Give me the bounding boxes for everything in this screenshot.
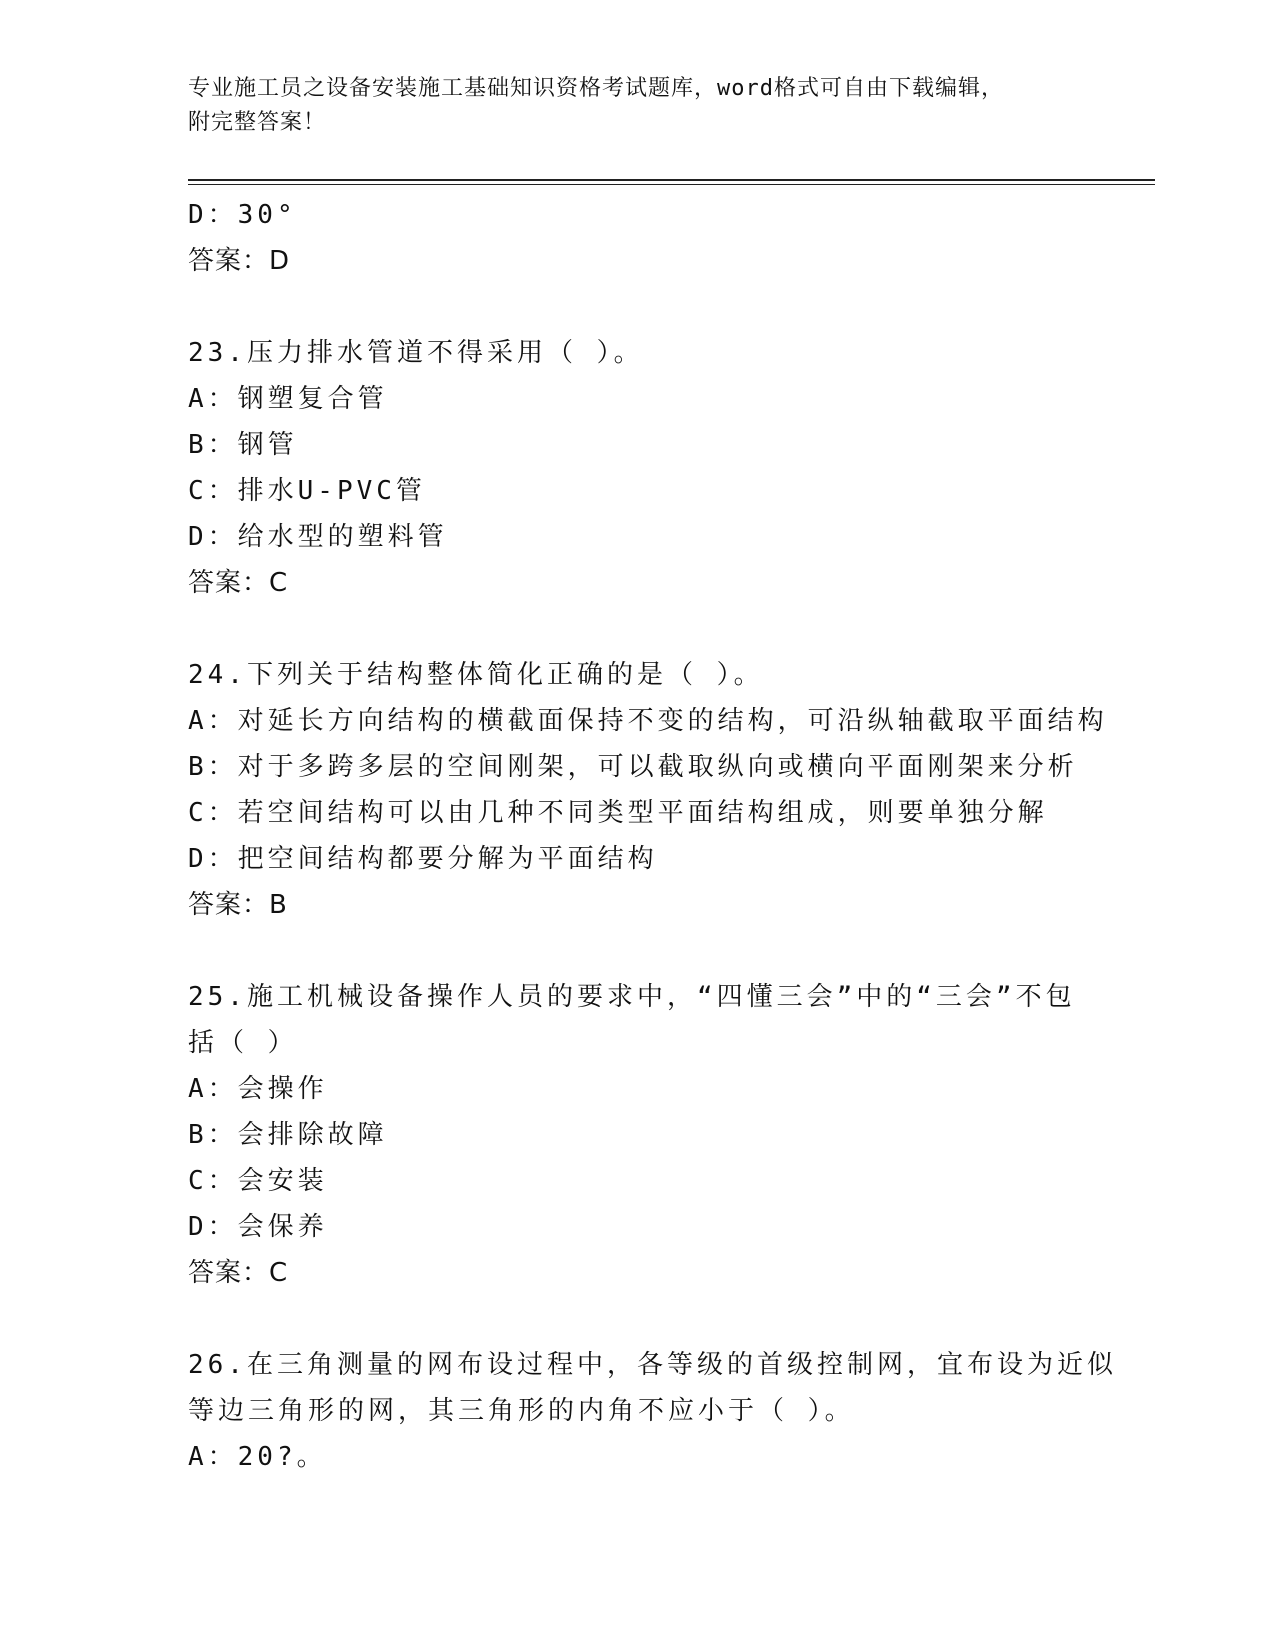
option-c: C：若空间结构可以由几种不同类型平面结构组成，则要单独分解 xyxy=(188,798,1048,828)
option-a: A：20?。 xyxy=(188,1442,327,1472)
header-title-line-1: 专业施工员之设备安装施工基础知识资格考试题库，word格式可自由下载编辑， xyxy=(188,76,1004,101)
option-a: A：钢塑复合管 xyxy=(188,384,388,414)
header-title-line-2: 附完整答案！ xyxy=(188,110,327,135)
option-d: D：30° xyxy=(188,200,297,230)
header-divider-thin xyxy=(188,184,1155,185)
option-d: D：把空间结构都要分解为平面结构 xyxy=(188,844,658,874)
answer: 答案：C xyxy=(188,1258,289,1288)
spacer xyxy=(188,284,1088,330)
option-c: C：会安装 xyxy=(188,1166,328,1196)
spacer xyxy=(188,606,1088,652)
question-25-line-2: 括（ ） xyxy=(188,1028,298,1058)
question-23: 23.压力排水管道不得采用（ ）。 xyxy=(188,338,644,368)
option-a: A：对延长方向结构的横截面保持不变的结构，可沿纵轴截取平面结构 xyxy=(188,706,1108,736)
option-a: A：会操作 xyxy=(188,1074,328,1104)
answer: 答案：C xyxy=(188,568,289,598)
option-d: D：给水型的塑料管 xyxy=(188,522,448,552)
document-header xyxy=(188,72,1088,140)
question-25-line-1: 25.施工机械设备操作人员的要求中，“四懂三会”中的“三会”不包 xyxy=(188,982,1076,1012)
option-c: C：排水U-PVC管 xyxy=(188,476,426,506)
spacer xyxy=(188,928,1088,974)
option-b: B：对于多跨多层的空间刚架，可以截取纵向或横向平面刚架来分析 xyxy=(188,752,1078,782)
spacer xyxy=(188,1296,1088,1342)
answer: 答案：B xyxy=(188,890,288,920)
question-26-line-1: 26.在三角测量的网布设过程中，各等级的首级控制网，宜布设为近似 xyxy=(188,1350,1117,1380)
question-24: 24.下列关于结构整体简化正确的是（ ）。 xyxy=(188,660,764,690)
option-d: D：会保养 xyxy=(188,1212,328,1242)
option-b: B：钢管 xyxy=(188,430,298,460)
question-26-line-2: 等边三角形的网，其三角形的内角不应小于（ ）。 xyxy=(188,1396,855,1426)
header-divider-thick xyxy=(188,179,1155,181)
answer: 答案：D xyxy=(188,246,291,276)
option-b: B：会排除故障 xyxy=(188,1120,388,1150)
question-list xyxy=(188,192,1117,1480)
